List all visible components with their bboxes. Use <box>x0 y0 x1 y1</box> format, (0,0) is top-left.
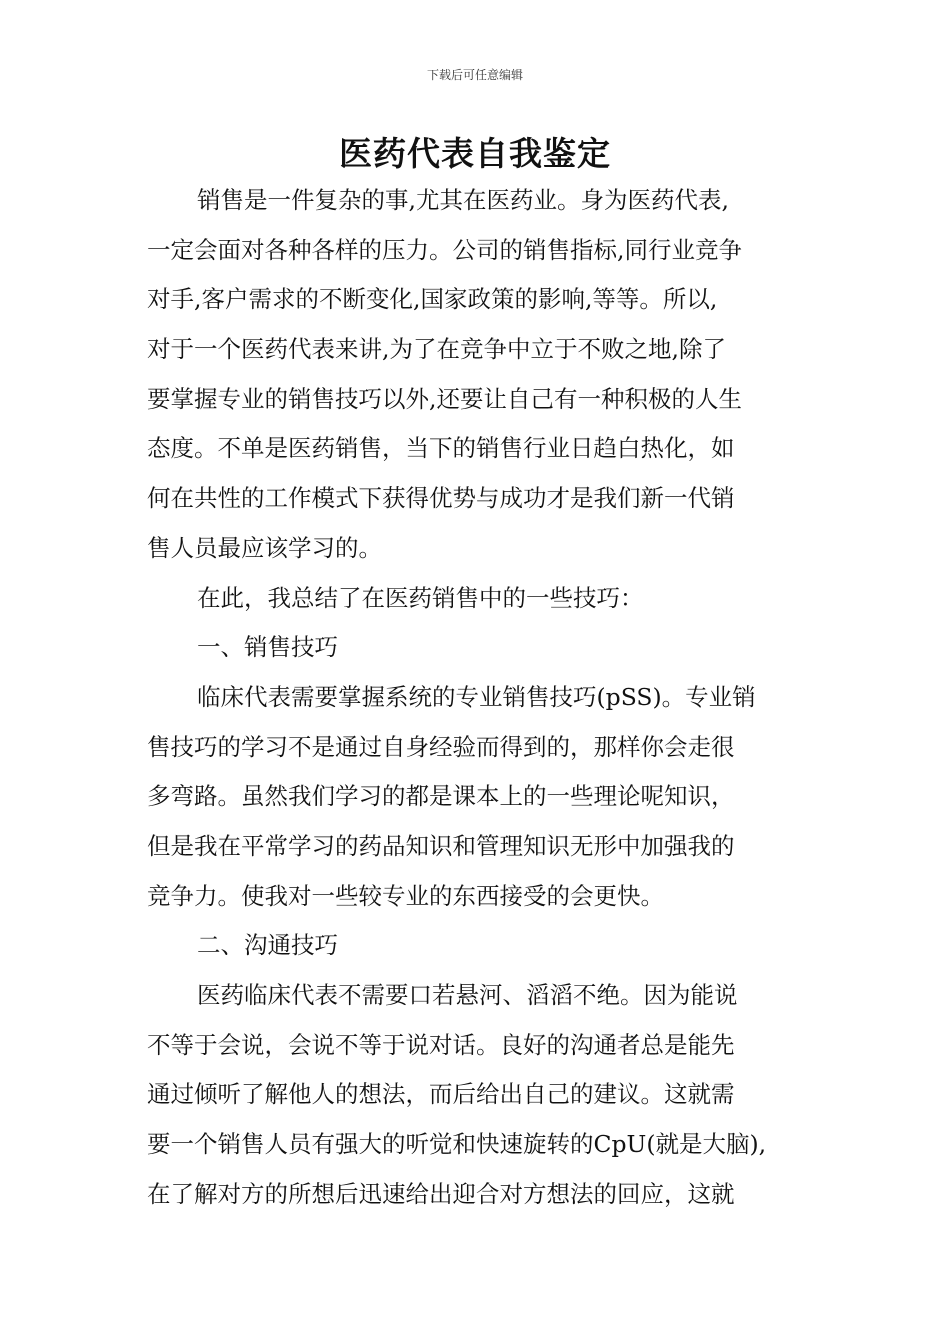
text-line: 对手,客户需求的不断变化,国家政策的影响,等等。所以, <box>147 285 718 314</box>
text-line: 医药临床代表不需要口若悬河、滔滔不绝。因为能说 <box>197 981 738 1009</box>
text-line: 临床代表需要掌握系统的专业销售技巧(pSS)。专业销 <box>197 682 756 711</box>
document-body <box>147 176 812 1219</box>
text-line: 通过倾听了解他人的想法，而后给出自己的建议。这就需 <box>147 1080 735 1109</box>
text-line: 要一个销售人员有强大的听觉和快速旋转的CpU(就是大脑), <box>147 1130 767 1159</box>
text-line: 多弯路。虽然我们学习的都是课本上的一些理论呢知识， <box>147 782 735 811</box>
text-line: 在此，我总结了在医药销售中的一些技巧： <box>197 583 644 612</box>
text-line: 售技巧的学习不是通过自身经验而得到的，那样你会走很 <box>147 732 735 761</box>
text-line: 售人员最应该学习的。 <box>147 533 382 562</box>
section-heading: 二、沟通技巧 <box>197 931 338 960</box>
text-line: 对于一个医药代表来讲,为了在竞争中立于不败之地,除了 <box>147 335 726 364</box>
text-line: 一定会面对各种各样的压力。公司的销售指标,同行业竞争 <box>147 235 742 264</box>
text-line: 要掌握专业的销售技巧以外,还要让自己有一种积极的人生 <box>147 384 742 413</box>
text-line: 在了解对方的所想后迅速给出迎合对方想法的回应，这就 <box>147 1179 735 1208</box>
text-line: 销售是一件复杂的事,尤其在医药业。身为医药代表, <box>197 186 729 214</box>
text-line: 态度。不单是医药销售，当下的销售行业日趋白热化，如 <box>147 434 735 463</box>
text-line: 何在共性的工作模式下获得优势与成功才是我们新一代销 <box>147 484 735 513</box>
text-line: 不等于会说，会说不等于说对话。良好的沟通者总是能先 <box>147 1030 735 1059</box>
header-note: 下载后可任意编辑 <box>426 68 523 82</box>
text-line: 但是我在平常学习的药品知识和管理知识无形中加强我的 <box>147 831 735 860</box>
text-line: 竞争力。使我对一些较专业的东西接受的会更快。 <box>147 881 664 910</box>
section-heading: 一、销售技巧 <box>197 633 338 662</box>
document-title: 医药代表自我鉴定 <box>339 134 611 173</box>
